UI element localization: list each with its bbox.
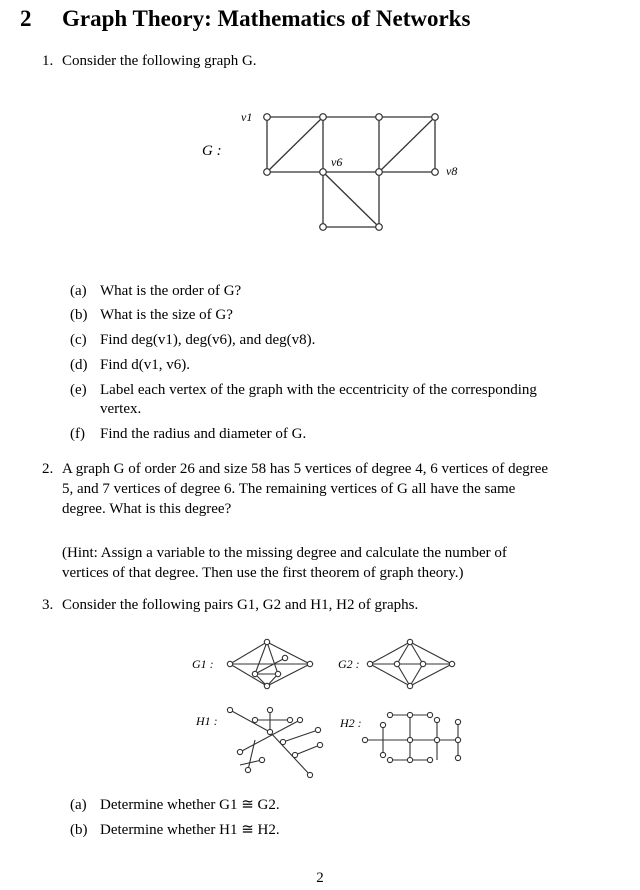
- graph-g-label: G :: [202, 143, 222, 159]
- edge: [379, 117, 435, 172]
- problem-2-hint-line1: (Hint: Assign a variable to the missing degree and calculate the number of: [62, 545, 507, 561]
- problem-1-intro: Consider the following graph G.: [62, 53, 257, 69]
- edge: [323, 172, 379, 227]
- vertex-v1: [264, 114, 271, 121]
- problem-1-part-e-cont: vertex.: [100, 401, 142, 417]
- graph-g2-label: G2 :: [338, 657, 360, 671]
- vertex-label-v1: v1: [241, 110, 253, 124]
- vertex: [376, 114, 383, 121]
- vertex: [264, 169, 271, 176]
- vertex: [376, 224, 383, 231]
- graph-g1: [227, 639, 312, 688]
- problem-3-intro: Consider the following pairs G1, G2 and H1, H2 of graphs.: [62, 597, 419, 613]
- graph-g-figure: [0, 100, 640, 240]
- problem-3-number: 3.: [42, 597, 54, 613]
- vertex: [320, 114, 327, 121]
- vertex-v8: [432, 169, 439, 176]
- section-heading: [20, 6, 470, 32]
- vertex: [320, 224, 327, 231]
- vertex-label-v6: v6: [331, 155, 343, 169]
- graph-g1-label: G1 :: [192, 657, 214, 671]
- vertex: [432, 114, 439, 121]
- vertex-label-v8: v8: [446, 164, 458, 178]
- problem-2-number: 2.: [42, 461, 54, 477]
- problem-2-line1: A graph G of order 26 and size 58 has 5 vertices of degree 4, 6 vertices of degree: [62, 461, 549, 477]
- problem-2-line3: degree. What is this degree?: [62, 501, 232, 517]
- graph-pairs-figure: [0, 630, 640, 780]
- graph-g2: [367, 639, 454, 688]
- graph-h2: [362, 712, 460, 762]
- graph-h1: [227, 707, 322, 777]
- problem-2-hint-line2: vertices of that degree. Then use the first theorem of graph theory.): [62, 565, 464, 581]
- section-number: 2: [20, 6, 32, 31]
- page-number: 2: [316, 870, 324, 886]
- vertex-v6: [320, 169, 327, 176]
- vertex: [376, 169, 383, 176]
- problem-2-line2: 5, and 7 vertices of degree 6. The remaining vertices of G all have the same: [62, 481, 516, 497]
- graph-g-edges: [267, 117, 435, 227]
- section-title: Graph Theory: Mathematics of Networks: [62, 6, 471, 31]
- graph-h1-label: H1 :: [196, 714, 218, 728]
- edge: [267, 117, 323, 172]
- problem-1-number: 1.: [42, 53, 54, 69]
- graph-h2-label: H2 :: [340, 716, 362, 730]
